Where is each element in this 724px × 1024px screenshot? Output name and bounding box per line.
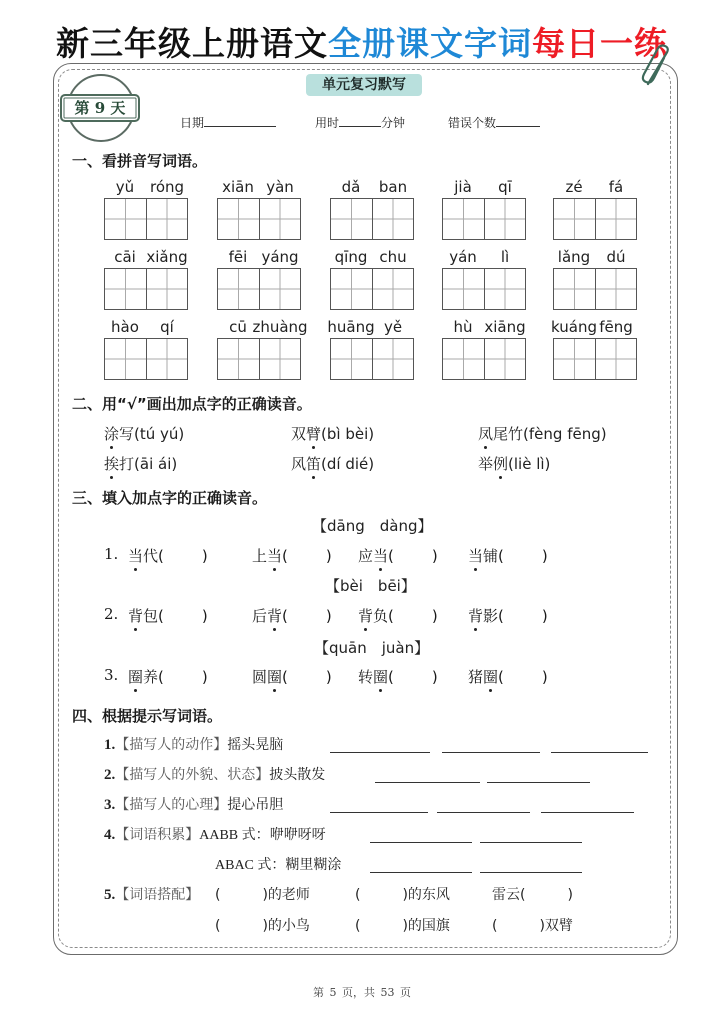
errors-label: 错误个数 [448, 116, 497, 130]
word-char: 打 [119, 455, 135, 473]
writing-box[interactable] [485, 199, 526, 239]
writing-box[interactable] [485, 269, 526, 309]
fill-item[interactable] [468, 666, 548, 687]
writing-grid [104, 268, 188, 310]
choice-item[interactable] [104, 453, 177, 474]
fill-item[interactable] [128, 605, 208, 626]
dotted-char: 当 [373, 547, 389, 565]
paren-close: ) [431, 607, 438, 625]
dotted-char: 凤 [478, 425, 494, 443]
category-label: 【描写人的心理】 [115, 797, 228, 813]
word-char: 铺 [483, 547, 499, 565]
pinyin-syllable-2: yàn [266, 178, 294, 196]
word-char: 负 [373, 607, 389, 625]
writing-grid [330, 268, 414, 310]
reading-options: 【bèi bēi】 [325, 577, 416, 595]
collocation-item[interactable]: ( )的国旗 [355, 918, 450, 934]
choice-item[interactable] [291, 453, 374, 474]
pinyin-label [442, 178, 526, 198]
pinyin-item [104, 248, 188, 310]
collocation-item[interactable]: ( )的老师 [215, 887, 310, 903]
date-label: 日期 [180, 116, 205, 130]
fill-item[interactable] [128, 666, 208, 687]
paren-open: ( [158, 668, 164, 686]
paren-close: ) [431, 668, 438, 686]
paren-open: ( [282, 547, 288, 565]
writing-box[interactable] [373, 269, 414, 309]
answer-line[interactable] [375, 781, 480, 783]
title-part-1: 新三年级上册语文 [56, 24, 328, 63]
paren-close: ) [201, 607, 208, 625]
writing-box[interactable] [260, 199, 301, 239]
section-1-heading: 一、看拼音写词语。 [72, 152, 208, 170]
writing-grid [442, 268, 526, 310]
example-word: 披头散发 [269, 767, 326, 783]
word-char: 后 [252, 607, 268, 625]
writing-grid [217, 338, 301, 380]
writing-box[interactable] [443, 199, 485, 239]
word-row [104, 734, 283, 754]
paren-close: ) [325, 668, 332, 686]
paren-close: ) [431, 547, 438, 565]
pinyin-label [330, 248, 414, 268]
pinyin-syllable-2: fá [608, 178, 624, 196]
pinyin-syllable-1: zé [565, 178, 583, 196]
paren-open: ( [282, 607, 288, 625]
pinyin-syllable-2: qí [160, 318, 174, 336]
pinyin-syllable-2: chu [379, 248, 407, 266]
paren-open: ( [498, 547, 504, 565]
answer-line[interactable] [487, 781, 590, 783]
pinyin-label [553, 318, 637, 338]
writing-box[interactable] [443, 269, 485, 309]
writing-grid [553, 338, 637, 380]
word-char: 举 [478, 455, 494, 473]
paren-close: ) [541, 668, 548, 686]
pinyin-item [330, 178, 414, 240]
time-field[interactable] [315, 114, 405, 131]
writing-box[interactable] [596, 199, 637, 239]
writing-box[interactable] [373, 199, 414, 239]
category-label: 【词语积累】 [115, 827, 200, 843]
time-blank[interactable] [339, 114, 381, 127]
example-word: AABB 式：咿咿呀呀 [199, 828, 326, 843]
pinyin-syllable-1: dǎ [341, 178, 361, 196]
pinyin-label [553, 178, 637, 198]
item-number: 1. [104, 737, 116, 753]
pinyin-item [217, 178, 301, 240]
date-field[interactable] [180, 114, 276, 131]
answer-line[interactable] [330, 751, 430, 753]
dotted-char: 当 [128, 547, 144, 565]
writing-grid [553, 198, 637, 240]
writing-box[interactable] [331, 199, 373, 239]
answer-line[interactable] [551, 751, 648, 753]
pinyin-options[interactable]: (dí dié) [321, 455, 375, 473]
dotted-char: 笛 [306, 455, 322, 473]
pinyin-label [104, 318, 188, 338]
pinyin-syllable-1: lǎng [557, 248, 591, 266]
pinyin-item [442, 318, 526, 380]
writing-box[interactable] [218, 339, 260, 379]
pinyin-syllable-2: xiǎng [146, 248, 188, 266]
pinyin-item [553, 248, 637, 310]
paren-close: ) [325, 547, 332, 565]
section-2-heading: 二、用“√”画出加点字的正确读音。 [72, 395, 312, 413]
item-number: 5. [104, 887, 116, 903]
writing-box[interactable] [596, 339, 637, 379]
collocation-row [104, 884, 199, 904]
writing-grid [330, 338, 414, 380]
word-char: 尾竹 [493, 425, 524, 443]
pinyin-syllable-1: huāng [327, 318, 375, 336]
word-char: 转 [358, 668, 374, 686]
pinyin-syllable-1: yǔ [115, 178, 135, 196]
pinyin-label [330, 178, 414, 198]
reading-options: 【dāng dàng】 [312, 517, 433, 535]
date-blank[interactable] [204, 114, 276, 127]
word-char: 猪 [468, 668, 484, 686]
category-label: 【描写人的外貌、状态】 [115, 767, 270, 783]
unit-tag: 单元复习默写 [306, 74, 422, 96]
errors-blank[interactable] [496, 114, 540, 127]
pinyin-syllable-2: xiāng [484, 318, 526, 336]
writing-grid [217, 268, 301, 310]
pinyin-item [327, 318, 414, 380]
dotted-char: 背 [358, 607, 374, 625]
pinyin-syllable-2: ban [378, 178, 408, 196]
paren-open: ( [498, 668, 504, 686]
writing-grid [442, 338, 526, 380]
dotted-char: 背 [267, 607, 283, 625]
dotted-char: 圈 [483, 668, 499, 686]
answer-line[interactable] [330, 811, 428, 813]
dotted-char: 背 [128, 607, 144, 625]
fill-item[interactable] [252, 605, 332, 626]
paren-open: ( [388, 547, 394, 565]
paren-open: ( [158, 547, 164, 565]
writing-box[interactable] [596, 269, 637, 309]
writing-box[interactable] [105, 339, 147, 379]
collocation-item[interactable]: ( )的小鸟 [215, 918, 310, 934]
pinyin-item [442, 178, 526, 240]
paren-open: ( [498, 607, 504, 625]
pinyin-item [553, 318, 637, 380]
writing-box[interactable] [331, 269, 373, 309]
word-char: 圆 [252, 668, 268, 686]
paren-close: ) [201, 668, 208, 686]
writing-box[interactable] [218, 269, 260, 309]
pinyin-label [327, 318, 414, 338]
pinyin-syllable-1: cāi [114, 248, 136, 266]
section-4-heading: 四、根据提示写词语。 [72, 707, 223, 725]
dotted-char: 例 [493, 455, 509, 473]
word-row [104, 824, 326, 844]
fill-item[interactable] [468, 545, 548, 566]
writing-grid [217, 198, 301, 240]
word-char: 代 [143, 547, 159, 565]
fill-item[interactable] [358, 666, 438, 687]
example-word: 摇头晃脑 [227, 737, 284, 753]
dotted-char: 圈 [128, 668, 144, 686]
choice-item[interactable] [478, 423, 607, 444]
word-char: 上 [252, 547, 268, 565]
writing-grid [330, 198, 414, 240]
item-number: 2. [104, 605, 119, 623]
writing-grid [442, 198, 526, 240]
day-label: 第 9 天 [60, 94, 140, 122]
collocation-item[interactable]: ( )的东风 [355, 887, 450, 903]
collocation-item[interactable]: 雷云( ) [492, 887, 573, 903]
writing-grid [104, 198, 188, 240]
writing-box[interactable] [105, 199, 147, 239]
pinyin-syllable-2: fēng [599, 318, 633, 336]
choice-item[interactable] [478, 453, 550, 474]
paren-open: ( [388, 668, 394, 686]
fill-item[interactable] [358, 605, 438, 626]
fill-item[interactable] [358, 545, 438, 566]
pinyin-syllable-1: hù [453, 318, 473, 336]
answer-line[interactable] [370, 841, 472, 843]
pinyin-syllable-2: lì [500, 248, 510, 266]
title-part-2: 全册课文字词 [328, 24, 532, 63]
item-number: 3. [104, 666, 119, 684]
pinyin-item [553, 178, 637, 240]
page-title [0, 18, 724, 65]
day-badge [60, 74, 142, 140]
writing-box[interactable] [260, 269, 301, 309]
pinyin-item [104, 318, 188, 380]
pinyin-item [330, 248, 414, 310]
item-number: 3. [104, 797, 116, 813]
writing-box[interactable] [105, 269, 147, 309]
writing-box[interactable] [147, 339, 188, 379]
writing-box[interactable] [554, 269, 596, 309]
answer-line[interactable] [370, 871, 472, 873]
pinyin-syllable-1: hào [111, 318, 139, 336]
pinyin-syllable-1: kuáng [551, 318, 597, 336]
errors-field[interactable] [448, 114, 540, 131]
writing-grid [553, 268, 637, 310]
word-char: 风 [291, 455, 307, 473]
writing-box[interactable] [218, 199, 260, 239]
writing-box[interactable] [260, 339, 301, 379]
pinyin-options[interactable]: (tú yú) [134, 425, 185, 443]
choice-item[interactable] [291, 423, 374, 444]
pinyin-label [442, 318, 526, 338]
writing-box[interactable] [147, 199, 188, 239]
dotted-char: 当 [267, 547, 283, 565]
pinyin-label [442, 248, 526, 268]
time-label: 用时 [315, 116, 340, 130]
pinyin-label [553, 248, 637, 268]
paren-close: ) [541, 547, 548, 565]
dotted-char: 背 [468, 607, 484, 625]
example-word: 提心吊胆 [227, 797, 284, 813]
category-label: 【词语搭配】 [115, 887, 200, 903]
dotted-char: 涂 [104, 425, 120, 443]
answer-line[interactable] [480, 841, 582, 843]
writing-box[interactable] [554, 339, 596, 379]
fill-item[interactable] [468, 605, 548, 626]
pinyin-syllable-2: dú [606, 248, 626, 266]
pinyin-syllable-2: zhuàng [252, 318, 308, 336]
section-3-heading: 三、填入加点字的正确读音。 [72, 489, 268, 507]
pinyin-syllable-1: jià [454, 178, 472, 196]
writing-box[interactable] [485, 339, 526, 379]
answer-line[interactable] [437, 811, 530, 813]
fill-row [104, 666, 548, 686]
paren-open: ( [158, 607, 164, 625]
paren-close: ) [541, 607, 548, 625]
dotted-char: 圈 [373, 668, 389, 686]
paren-close: ) [325, 607, 332, 625]
word-char: 包 [143, 607, 159, 625]
item-number: 2. [104, 767, 116, 783]
pinyin-item [217, 248, 301, 310]
collocation-item[interactable]: ( )双臂 [492, 918, 573, 934]
dotted-char: 当 [468, 547, 484, 565]
fill-item[interactable] [252, 666, 332, 687]
pinyin-syllable-2: róng [149, 178, 185, 196]
writing-grid [104, 338, 188, 380]
category-label: 【描写人的动作】 [115, 737, 228, 753]
answer-line[interactable] [480, 871, 582, 873]
answer-line[interactable] [442, 751, 540, 753]
writing-box[interactable] [331, 339, 373, 379]
pinyin-syllable-2: yě [383, 318, 403, 336]
pinyin-label [217, 178, 301, 198]
pinyin-label [104, 178, 188, 198]
pinyin-item [442, 248, 526, 310]
choice-item[interactable] [104, 423, 184, 444]
item-number: 1. [104, 545, 119, 563]
fill-row [104, 605, 548, 625]
paren-open: ( [388, 607, 394, 625]
pinyin-syllable-1: fēi [228, 248, 248, 266]
writing-box[interactable] [443, 339, 485, 379]
writing-box[interactable] [373, 339, 414, 379]
pinyin-item [104, 178, 188, 240]
pinyin-syllable-2: yáng [261, 248, 299, 266]
pinyin-syllable-2: qī [498, 178, 512, 196]
pinyin-syllable-1: yán [449, 248, 477, 266]
word-char: 养 [143, 668, 159, 686]
pinyin-label [104, 248, 188, 268]
item-number: 4. [104, 827, 116, 843]
dotted-char: 圈 [267, 668, 283, 686]
paren-close: ) [201, 547, 208, 565]
pinyin-label [217, 248, 301, 268]
pinyin-label [217, 318, 308, 338]
fill-item[interactable] [128, 545, 208, 566]
word-row [215, 854, 341, 874]
writing-box[interactable] [147, 269, 188, 309]
paperclip-icon [640, 44, 676, 92]
word-char: 双 [291, 425, 307, 443]
word-row [104, 764, 325, 784]
reading-options: 【quān juàn】 [314, 639, 430, 657]
word-char: 写 [119, 425, 135, 443]
pinyin-syllable-1: cū [229, 318, 247, 336]
pinyin-item [217, 318, 308, 380]
page-number: 第 5 页，共 53 页 [313, 986, 411, 999]
dotted-char: 挨 [104, 455, 120, 473]
paren-open: ( [282, 668, 288, 686]
fill-item[interactable] [252, 545, 332, 566]
word-char: 应 [358, 547, 374, 565]
fill-row [104, 545, 548, 565]
example-word: ABAC 式：糊里糊涂 [215, 858, 342, 873]
time-unit: 分钟 [381, 116, 406, 130]
pinyin-options[interactable]: (fèng fēng) [523, 425, 607, 443]
word-char: 影 [483, 607, 499, 625]
title-part-3: 每日一练 [532, 24, 668, 63]
answer-line[interactable] [541, 811, 634, 813]
word-row [104, 794, 283, 814]
pinyin-options[interactable]: (āi ái) [134, 455, 178, 473]
writing-box[interactable] [554, 199, 596, 239]
dotted-char: 臂 [306, 425, 322, 443]
pinyin-syllable-1: xiān [222, 178, 254, 196]
pinyin-syllable-1: qīng [334, 248, 368, 266]
pinyin-options[interactable]: (bì bèi) [321, 425, 375, 443]
pinyin-options[interactable]: (liè lì) [508, 455, 551, 473]
